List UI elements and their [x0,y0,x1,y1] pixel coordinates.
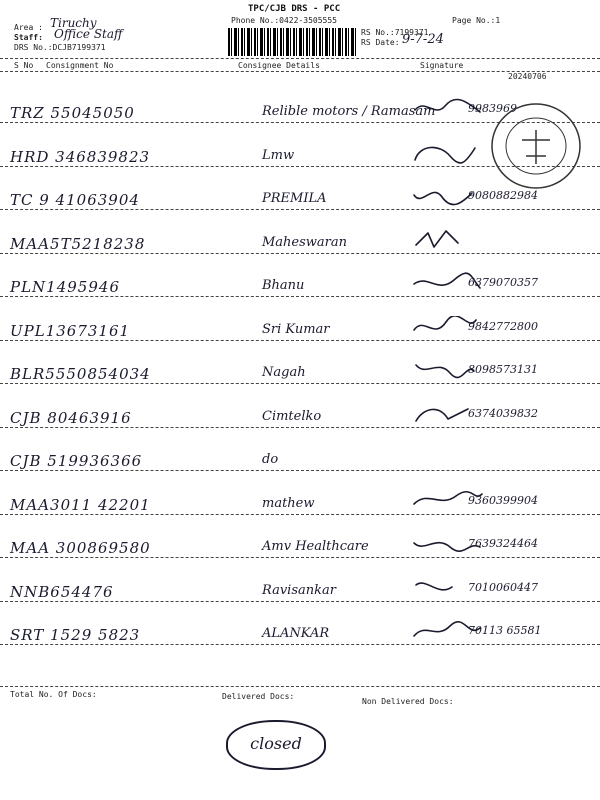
consignee-phone: 9360399904 [468,494,538,507]
row-divider [0,470,600,471]
consignee-phone: 7639324464 [468,537,538,550]
closed-text: closed [250,734,302,753]
consignee-name: Bhanu [262,278,305,293]
consignment-number: PLN1495946 [10,278,120,296]
rs-number: RS No.:7199371 [361,28,429,37]
signature-scribble [410,577,486,603]
consignee-name: Ravisankar [262,583,336,598]
consignee-name: Lmw [262,148,295,163]
consignee-phone: 70113 65581 [468,624,542,637]
col-signature: Signature [420,61,464,70]
consignee-name: ALANKAR [262,626,330,641]
row-divider [0,601,600,602]
consignment-number: CJB 519936366 [10,452,143,470]
footer-divider [0,686,600,687]
consignment-number: BLR5550854034 [10,365,151,383]
row-divider [0,340,600,341]
consignee-name: Relible motors / Ramasam [262,104,436,119]
area-label: Area : [14,23,43,32]
consignee-phone: 6379070357 [468,276,538,289]
phone-number: Phone No.:0422-3505555 [231,16,337,25]
consignee-phone: 9983969 [468,102,517,115]
consignment-number: MAA 300869580 [10,539,151,557]
rs-date-label: RS Date: [361,38,400,47]
signature-scribble [410,533,486,559]
consignee-name: mathew [262,496,315,511]
consignee-phone: 9080882984 [468,189,538,202]
row-divider [0,427,600,428]
closed-mark [226,720,326,770]
consignee-phone: 9842772800 [468,320,538,333]
non-delivered-docs-label: Non Delivered Docs: [362,697,454,706]
consignment-number: MAA3011 42201 [10,496,151,514]
signature-scribble [410,272,486,298]
consignee-name: do [262,452,279,467]
signature-scribble [410,403,486,429]
consignee-phone: 6374039832 [468,407,538,420]
consignment-number: TC 9 41063904 [10,191,140,209]
staff-value: Office Staff [54,27,123,41]
consignee-name: Maheswaran [262,235,348,250]
consignee-phone: 8098573131 [468,363,538,376]
col-sno: S No [14,61,34,70]
col-details: Consignee Details [238,61,320,70]
signature-scribble [410,185,486,211]
consignment-number: UPL13673161 [10,322,131,340]
signature-scribble [410,620,486,646]
col-consignment: Consignment No [46,61,114,70]
consignment-number: HRD 346839823 [10,148,151,166]
signature-scribble [410,98,486,124]
row-divider [0,383,600,384]
consignment-number: NNB654476 [10,583,114,601]
signature-scribble [410,316,486,342]
total-docs-label: Total No. Of Docs: [10,690,97,699]
row-divider [0,514,600,515]
date-stamp: 20240706 [508,72,547,81]
staff-label: Staff: [14,33,43,42]
consignee-name: Cimtelko [262,409,322,424]
consignee-name: PREMILA [262,191,327,206]
company-stamp [488,100,584,192]
consignment-number: CJB 80463916 [10,409,132,427]
barcode [228,28,356,56]
consignee-name: Nagah [262,365,306,380]
row-divider [0,296,600,297]
signature-scribble [410,490,486,516]
row-divider [0,209,600,210]
drs-number: DRS No.:DCJB7199371 [14,43,106,52]
consignment-number: TRZ 55045050 [10,104,135,122]
doc-title: TPC/CJB DRS - PCC [248,4,341,14]
consignee-name: Amv Healthcare [262,539,369,554]
consignee-name: Sri Kumar [262,322,330,337]
row-divider [0,644,600,645]
row-divider [0,253,600,254]
delivered-docs-label: Delivered Docs: [222,692,295,701]
header-divider [0,58,600,59]
signature-scribble [410,229,486,255]
signature-scribble [410,359,486,385]
consignee-phone: 7010060447 [468,581,538,594]
consignment-number: MAA5T5218238 [10,235,146,253]
signature-scribble [410,142,486,168]
consignment-number: SRT 1529 5823 [10,626,141,644]
rs-date-value: 9-7-24 [402,32,444,47]
row-divider [0,557,600,558]
page-number: Page No.:1 [452,16,501,25]
area-value: Tiruchy [50,16,97,30]
